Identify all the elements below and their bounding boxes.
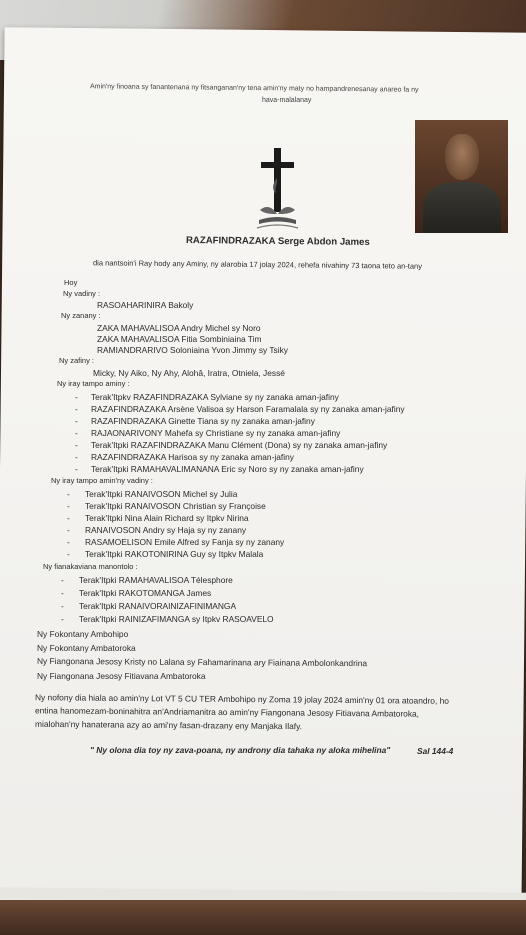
intro-line-2: hava-malalanay bbox=[262, 97, 312, 104]
tampo-item: Terak'Itpki RAMAHAVALIMANANA Eric sy Noro sy ny zanaka aman-jafiny bbox=[91, 464, 364, 474]
tampo-label: Ny iray tampo aminy : bbox=[57, 379, 130, 388]
tampo-bullet: - bbox=[75, 404, 78, 414]
tampo-vadiny-item: RASAMOELISON Emile Alfred sy Fanja sy ny zanany bbox=[85, 537, 285, 547]
tampo-bullet: - bbox=[75, 428, 78, 438]
tampo-item: Terak'Itpki RAZAFINDRAZAKA Manu Clément (Dona) sy ny zanaka aman-jafiny bbox=[91, 440, 388, 450]
community-line: Ny Fiangonana Jesosy Kristy no Lalana sy Fahamarinana ary Fiainana Ambolonkandrina bbox=[36, 655, 368, 669]
zafiny-names: Micky, Ny Aiko, Ny Ahy, Alohâ, Iratra, Otniela, Jessé bbox=[93, 368, 285, 378]
tampo-bullet: - bbox=[75, 452, 78, 462]
burial-line-2: entina hanomezam-boninahitra an'Andriamanitra ao amin'ny Fiangonana Jesosy Fitiavana Ambatoroka, bbox=[34, 705, 420, 719]
tampo-vadiny-item: Terak'Itpki RANAIVOSON Christian sy Françoise bbox=[85, 501, 266, 511]
tampo-vadiny-item: Terak'Itpki Nina Alain Richard sy Itpkv Nirina bbox=[85, 513, 249, 523]
announcement-line: dia nantsoin'i Ray hody any Aminy, ny alarobia 17 jolay 2024, rehefa nivahiny 73 taona teto an-tany bbox=[92, 258, 423, 271]
fianakaviana-item: Terak'Itpki RAINIZAFIMANGA sy Itpkv RASOAVELO bbox=[79, 614, 274, 624]
hoy-label: Hoy bbox=[64, 278, 78, 287]
tampo-vadiny-item: Terak'Itpki RANAIVOSON Michel sy Julia bbox=[85, 489, 238, 499]
tampo-bullet: - bbox=[75, 440, 78, 450]
tampo-bullet: - bbox=[75, 416, 78, 426]
community-line: Ny Fokontany Ambatoroka bbox=[37, 643, 136, 653]
tampo-bullet: - bbox=[75, 392, 78, 402]
vadiny-name: RASOAHARINIRA Bakoly bbox=[97, 300, 194, 310]
zanany-item: ZAKA MAHAVALISOA Andry Michel sy Noro bbox=[97, 323, 261, 333]
tampo-item: RAZAFINDRAZAKA Ginette Tiana sy ny zanaka aman-jafiny bbox=[91, 416, 315, 426]
vadiny-label: Ny vadiny : bbox=[63, 289, 101, 298]
tampo-bullet: - bbox=[75, 464, 78, 474]
fianakaviana-bullet: - bbox=[61, 588, 64, 598]
tampo-item: RAZAFINDRAZAKA Harisoa sy ny zanaka aman-jafiny bbox=[91, 452, 294, 462]
intro-line-1: Amin'ny finoana sy fanantenana ny fitsanganan'ny tena amin'ny maty no hampandrenesanay anareo fa ny bbox=[89, 83, 419, 94]
cross-candle-icon bbox=[255, 148, 300, 233]
fianakaviana-bullet: - bbox=[61, 614, 64, 624]
tampo-vadiny-bullet: - bbox=[67, 549, 70, 559]
fianakaviana-item: Terak'Itpki RAKOTOMANGA James bbox=[79, 588, 212, 598]
deceased-portrait bbox=[415, 120, 508, 233]
zanany-item: RAMIANDRARIVO Soloniaina Yvon Jimmy sy Tsiky bbox=[97, 345, 288, 355]
burial-line-1: Ny nofony dia hiala ao amin'ny Lot VT 5 CU TER Ambohipo ny Zoma 19 jolay 2024 amin'ny 01 ora atoandro, ho bbox=[34, 692, 450, 706]
tampo-vadiny-label: Ny iray tampo amin'ny vadiny : bbox=[51, 476, 153, 485]
tampo-vadiny-item: RANAIVOSON Andry sy Haja sy ny zanany bbox=[85, 525, 247, 535]
fianakaviana-item: Terak'Itpki RANAIVORAINIZAFINIMANGA bbox=[79, 601, 237, 611]
tampo-item: RAZAFINDRAZAKA Arsène Valisoa sy Harson Faramalala sy ny zanaka aman-jafiny bbox=[91, 404, 405, 414]
tampo-vadiny-item: Terak'Itpki RAKOTONIRINA Guy sy Itpkv Malala bbox=[85, 549, 264, 559]
bible-verse: " Ny olona dia toy ny zava-poana, ny androny dia tahaka ny aloka mihelina" bbox=[90, 745, 391, 755]
tampo-vadiny-bullet: - bbox=[67, 489, 70, 499]
background-table bbox=[0, 900, 526, 935]
zafiny-label: Ny zafiny : bbox=[59, 356, 95, 365]
community-line: Ny Fiangonana Jesosy Fitiavana Ambatoroka bbox=[37, 671, 206, 681]
fianakaviana-bullet: - bbox=[61, 601, 64, 611]
tampo-item: Terak'Itpkv RAZAFINDRAZAKA Sylviane sy ny zanaka aman-jafiny bbox=[91, 392, 339, 402]
fianakaviana-label: Ny fianakaviana manontolo : bbox=[43, 562, 138, 571]
tampo-vadiny-bullet: - bbox=[67, 525, 70, 535]
tampo-item: RAJAONARIVONY Mahefa sy Christiane sy ny zanaka aman-jafiny bbox=[91, 428, 341, 438]
zanany-label: Ny zanany : bbox=[61, 311, 101, 320]
tampo-vadiny-bullet: - bbox=[67, 537, 70, 547]
community-line: Ny Fokontany Ambohipo bbox=[37, 629, 129, 639]
fianakaviana-bullet: - bbox=[61, 575, 64, 585]
zanany-item: ZAKA MAHAVALISOA Fitia Sombiniaina Tim bbox=[97, 334, 262, 344]
burial-line-3: mialohan'ny hanaterana azy ao ami'ny fasan-drazany eny Manjaka Ilafy. bbox=[34, 718, 303, 732]
bible-verse-reference: Sal 144-4 bbox=[417, 746, 454, 756]
tampo-vadiny-bullet: - bbox=[67, 513, 70, 523]
deceased-name: RAZAFINDRAZAKA Serge Abdon James bbox=[185, 235, 370, 248]
fianakaviana-item: Terak'Itpki RAMAHAVALISOA Télesphore bbox=[79, 575, 233, 585]
tampo-vadiny-bullet: - bbox=[67, 501, 70, 511]
